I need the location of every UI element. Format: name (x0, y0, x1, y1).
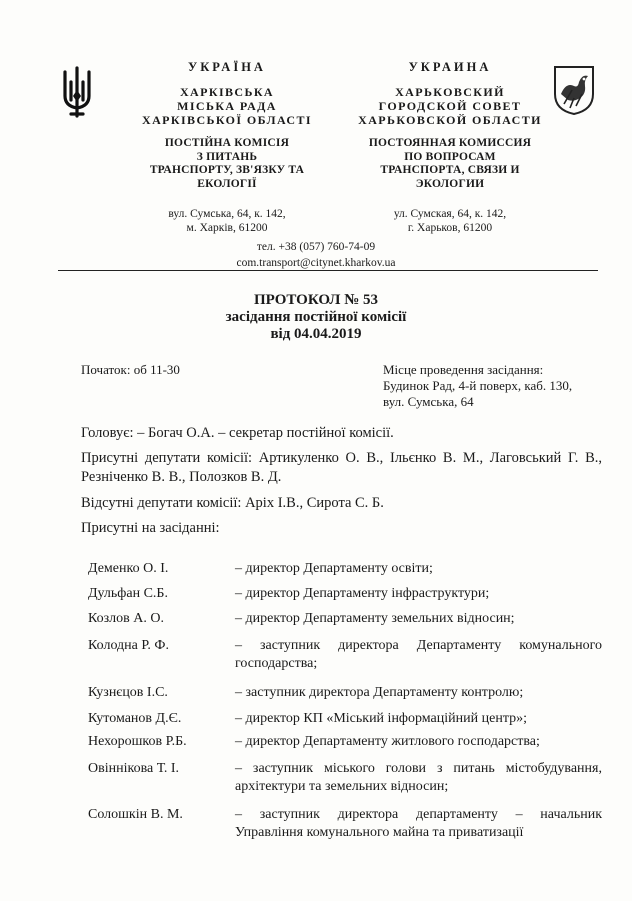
title-line: засідання постійної комісії (225, 309, 407, 325)
meeting-venue (383, 362, 572, 410)
address-line: ул. Сумская, 64, к. 142, (393, 208, 507, 220)
address-line: г. Харьков, 61200 (407, 222, 493, 234)
venue-line: вул. Сумська, 64 (383, 394, 474, 409)
attendee-name: Кузнєцов І.С. (88, 685, 168, 700)
header-divider (58, 270, 598, 271)
attendee-name: Деменко О. І. (88, 561, 169, 576)
absent-deputies-paragraph: Відсутні депутати комісії: Аріх І.В., Сирота С. Б. (81, 495, 384, 511)
country-name: УКРАЇНА (188, 60, 266, 74)
header-right-column (330, 60, 570, 235)
attendees-heading: Присутні на засіданні: (81, 520, 220, 536)
committee-line: ПОСТОЯННАЯ КОМИССИЯ (368, 137, 532, 149)
header-left-column (112, 60, 342, 235)
attendee-position: – заступник директора Департаменту комунального господарства; (235, 638, 602, 671)
venue-line: Місце проведення засідання: (383, 362, 544, 377)
committee-line: ТРАНСПОРТУ, ЗВ'ЯЗКУ ТА (149, 164, 305, 176)
country-name: УКРАИНА (408, 60, 492, 74)
attendee-position: – директор Департаменту освіти; (235, 561, 433, 576)
phone-number: тел. +38 (057) 760-74-09 (256, 241, 376, 253)
committee-line: З ПИТАНЬ (196, 150, 258, 163)
council-line: МІСЬКА РАДА (177, 99, 277, 113)
chair-paragraph: Головує: – Богач О.А. – секретар постійної комісії. (81, 425, 394, 441)
address-line: м. Харків, 61200 (186, 222, 268, 234)
attendee-name: Овіннікова Т. І. (88, 761, 180, 776)
committee-name (330, 137, 570, 191)
document-title (0, 292, 632, 343)
committee-name (112, 137, 342, 191)
attendee-position: – директор Департаменту житлового господарства; (235, 734, 540, 749)
address (330, 207, 570, 235)
city-council (330, 85, 570, 127)
attendee-name: Солошкін В. М. (88, 807, 183, 822)
attendee-name: Нехорошков Р.Б. (88, 734, 187, 749)
title-line: від 04.04.2019 (270, 326, 362, 342)
attendee-position: – директор Департаменту інфраструктури; (235, 586, 490, 601)
start-time: Початок: об 11-30 (81, 362, 180, 377)
committee-line: ТРАНСПОРТА, СВЯЗИ И (380, 164, 520, 176)
address (112, 207, 342, 235)
council-line: ГОРОДСКОЙ СОВЕТ (378, 99, 522, 113)
committee-line: ЕКОЛОГІЇ (197, 177, 257, 190)
committee-line: ПО ВОПРОСАМ (404, 150, 496, 163)
attendee-position: – заступник директора департаменту – начальник Управління комунального майна та приватизації (235, 807, 602, 840)
city-council (112, 85, 342, 127)
present-deputies-paragraph: Присутні депутати комісії: Артикуленко О. В., Ільєнко В. М., Лаговський Г. В., Резніченко В. В., Полозков В. Д. (81, 450, 602, 485)
attendee-name: Козлов А. О. (88, 611, 164, 626)
attendee-name: Дульфан С.Б. (88, 586, 168, 601)
attendee-position: – директор КП «Міський інформаційний центр»; (235, 711, 527, 726)
attendee-name: Кутоманов Д.Є. (88, 711, 182, 726)
attendee-name: Колодна Р. Ф. (88, 638, 169, 653)
email-address: com.transport@citynet.kharkov.ua (236, 257, 396, 269)
attendee-position: – директор Департаменту земельних відносин; (235, 611, 515, 626)
title-line: ПРОТОКОЛ № 53 (253, 292, 379, 308)
council-line: ХАРКІВСЬКА (179, 85, 274, 99)
ukraine-trident-icon (57, 66, 97, 118)
council-line: ХАРКІВСЬКОЇ ОБЛАСТІ (142, 113, 312, 127)
address-line: вул. Сумська, 64, к. 142, (168, 208, 286, 220)
venue-line: Будинок Рад, 4-й поверх, каб. 130, (383, 378, 573, 393)
council-line: ХАРЬКОВСКОЙ ОБЛАСТИ (358, 113, 542, 127)
committee-line: ЭКОЛОГИИ (415, 177, 485, 190)
council-line: ХАРЬКОВСКИЙ (395, 85, 505, 99)
attendee-position: – заступник міського голови з питань містобудування, архітектури та земельних відносин; (235, 761, 602, 794)
committee-line: ПОСТІЙНА КОМІСІЯ (164, 137, 290, 149)
attendee-position: – заступник директора Департаменту контролю; (235, 685, 524, 700)
